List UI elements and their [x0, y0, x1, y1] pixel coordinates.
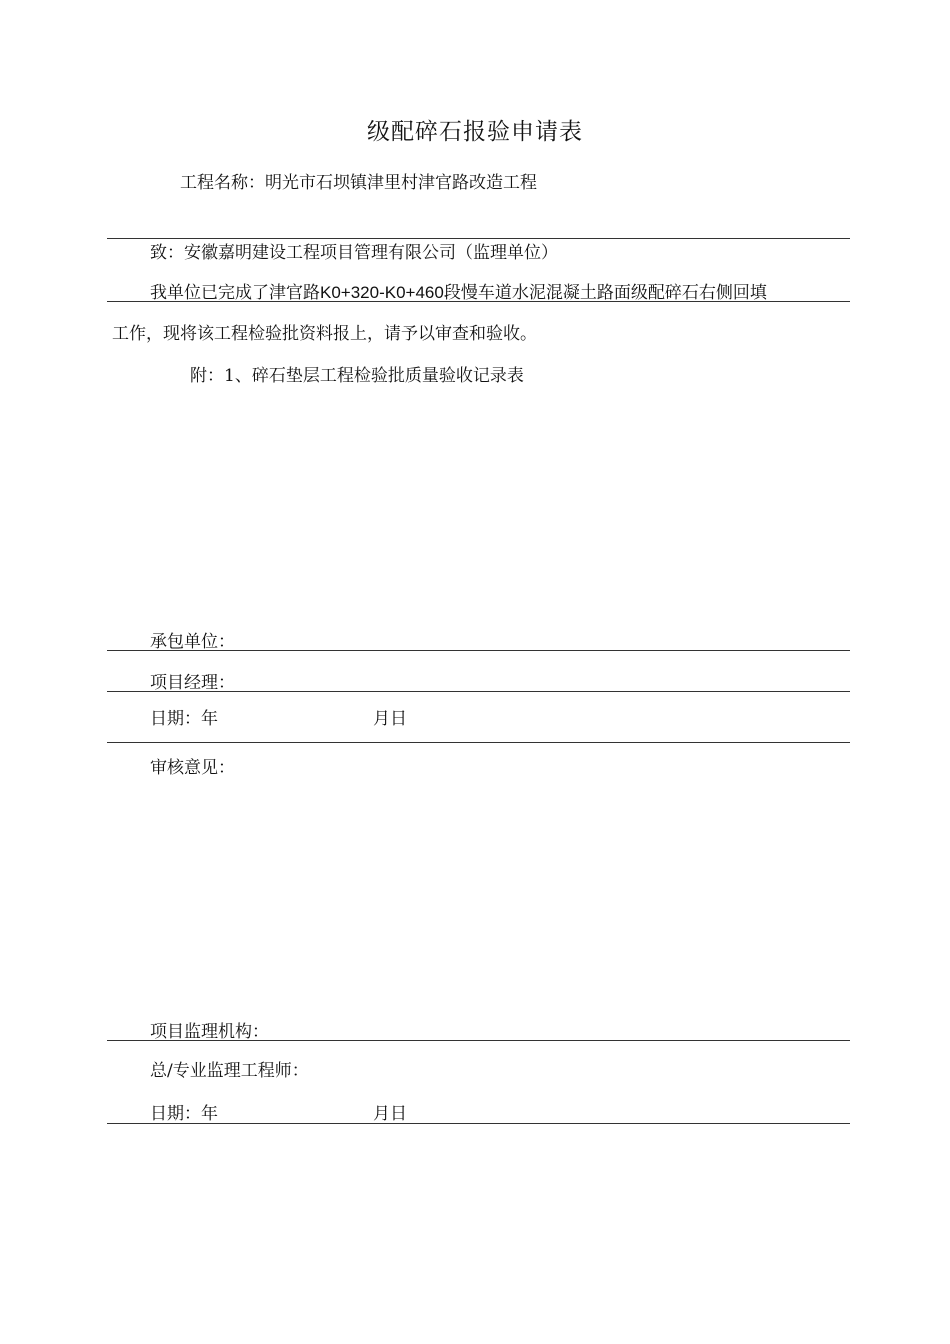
body-line-1-prefix: 我单位已完成了津官路: [150, 283, 320, 303]
project-name: 明光市石坝镇津里村津官路改造工程: [265, 173, 537, 193]
contractor-date-label: 日期：年: [150, 709, 218, 729]
project-manager-label: 项目经理：: [150, 673, 235, 693]
divider-line: [107, 301, 850, 302]
station-range: K0+320-K0+460: [320, 283, 444, 302]
review-opinion-label: 审核意见：: [150, 758, 235, 778]
project-name-line: [180, 172, 537, 194]
addressee-line: 致：安徽嘉明建设工程项目管理有限公司（监理单位）: [150, 243, 558, 263]
contractor-unit-label: 承包单位：: [150, 632, 235, 652]
body-line-1-suffix: 段慢车道水泥混凝土路面级配碎石右侧回填: [443, 283, 767, 303]
contractor-date-suffix: 月日: [373, 709, 407, 729]
document-title: 级配碎石报验申请表: [367, 119, 583, 145]
divider-line: [107, 691, 850, 692]
project-label: 工程名称：: [180, 173, 265, 193]
divider-line: [107, 742, 850, 743]
supervision-date-suffix: 月日: [373, 1104, 407, 1124]
supervision-date-label: 日期：年: [150, 1104, 218, 1124]
body-line-2: 工作，现将该工程检验批资料报上，请予以审查和验收。: [112, 324, 537, 344]
divider-line: [107, 1123, 850, 1124]
supervision-agency-label: 项目监理机构：: [150, 1022, 269, 1042]
divider-line: [107, 1040, 850, 1041]
attachment-line: 附：1、碎石垫层工程检验批质量验收记录表: [190, 366, 524, 386]
supervising-engineer-label: 总/专业监理工程师：: [150, 1061, 309, 1081]
divider-line: [107, 650, 850, 651]
divider-line: [107, 238, 850, 239]
